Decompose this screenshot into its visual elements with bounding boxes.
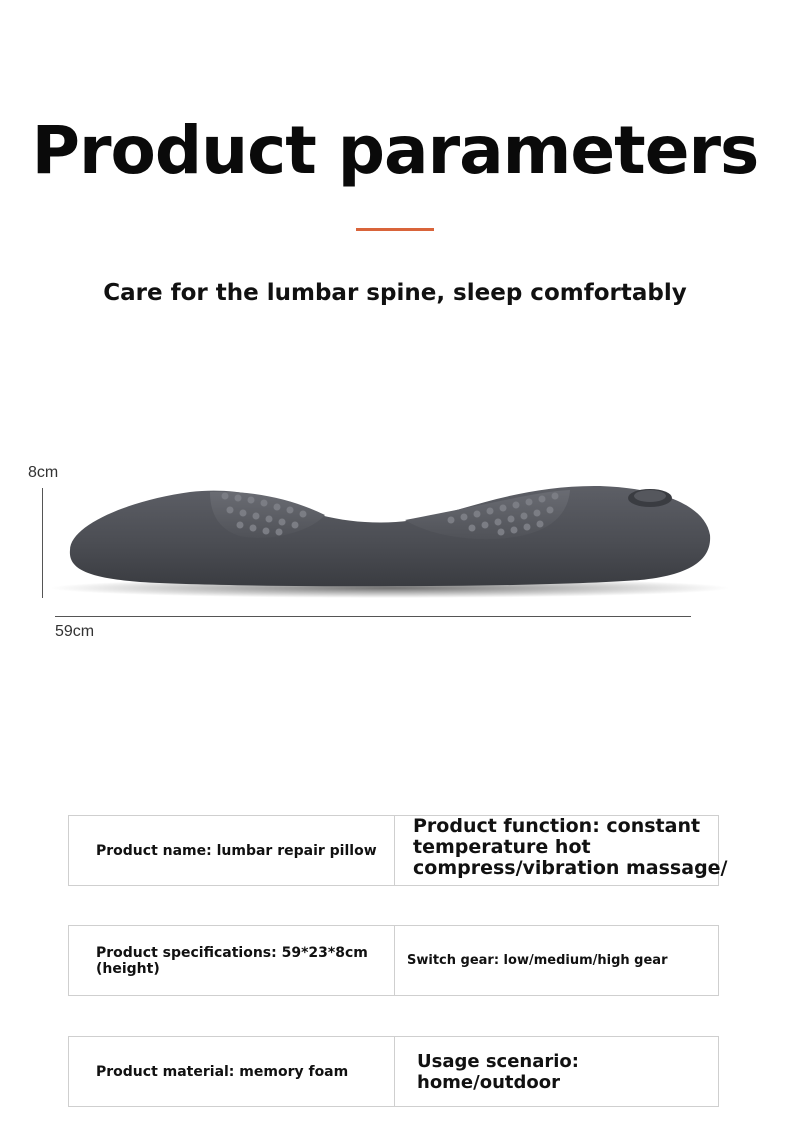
lumbar-pillow-image	[40, 470, 740, 610]
spec-function-cell	[395, 815, 728, 885]
spec-usage-scenario: Usage scenario: home/outdoor	[417, 1050, 579, 1093]
spec-row-3	[68, 1036, 719, 1107]
spec-product-name: Product name: lumbar repair pillow	[69, 816, 395, 885]
spec-product-function: Product function: constant temperature hot compress/vibration massage/	[413, 815, 728, 879]
spec-row-2	[68, 925, 719, 996]
page-title: Product parameters	[31, 112, 759, 189]
spec-product-material: Product material: memory foam	[69, 1037, 395, 1106]
accent-divider	[356, 228, 434, 231]
width-dimension-label: 59cm	[55, 623, 95, 640]
spec-row-1	[68, 815, 728, 886]
page-subtitle: Care for the lumbar spine, sleep comfortably	[103, 280, 687, 306]
height-dimension-label: 8cm	[28, 464, 59, 481]
width-dimension-line	[55, 616, 691, 617]
spec-switch-gear: Switch gear: low/medium/high gear	[407, 953, 668, 968]
spec-product-specifications: Product specifications: 59*23*8cm (height)	[69, 926, 395, 995]
